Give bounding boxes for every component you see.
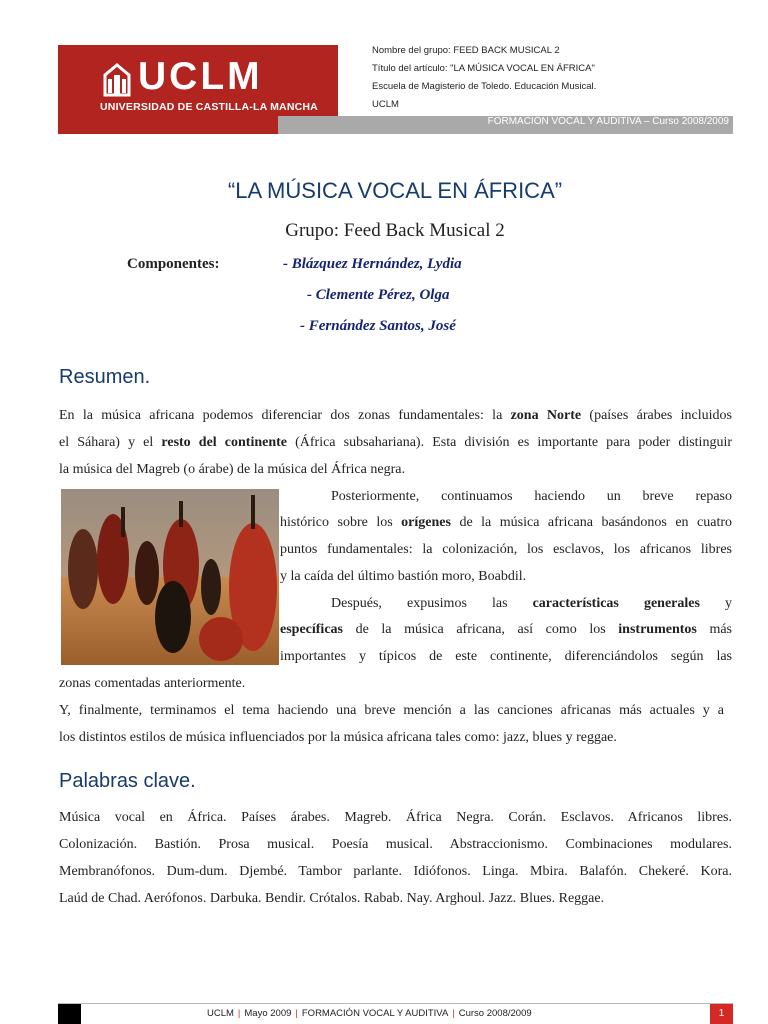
- resumen-line-7: y la caída del último bastión moro, Boabdil.: [280, 569, 527, 584]
- resumen-line-3: la música del Magreb (o árabe) de la música del África negra.: [59, 462, 405, 477]
- footer-black-block: [58, 1004, 81, 1024]
- group-subtitle: Grupo: Feed Back Musical 2: [285, 220, 505, 241]
- resumen-line-11: zonas comentadas anteriormente.: [59, 676, 246, 691]
- keywords-line-2: Colonización. Bastión. Prosa musical. Poesía musical. Abstraccionismo. Combinaciones modulares.: [59, 837, 732, 852]
- meta-article-title: Título del artículo: "LA MÚSICA VOCAL EN ÁFRICA": [372, 63, 595, 74]
- resumen-line-13: los distintos estilos de música influenciados por la música africana tales como: jazz, blues y reggae.: [59, 730, 617, 745]
- member-2: - Clemente Pérez, Olga: [307, 287, 450, 303]
- resumen-line-2: el Sáhara) y el resto del continente (África subsahariana). Esta división es importante para poder distinguir: [59, 435, 733, 450]
- meta-group-name: Nombre del grupo: FEED BACK MUSICAL 2: [372, 45, 560, 56]
- logo-text: UCLM: [138, 55, 263, 98]
- african-dancers-photo: [61, 489, 279, 665]
- keywords-line-3: Membranófonos. Dum-dum. Djembé. Tambor parlante. Idiófonos. Linga. Mbira. Balafón. Chekeré. Kora.: [59, 864, 732, 879]
- footer-university: UCLM: [207, 1008, 234, 1019]
- keywords-line-1: Música vocal en África. Países árabes. Magreb. África Negra. Corán. Esclavos. Africanos libres.: [59, 810, 732, 825]
- resumen-heading: Resumen.: [59, 366, 151, 388]
- resumen-line-1: En la música africana podemos diferenciar dos zonas fundamentales: la zona Norte (países árabes incluidos: [59, 408, 732, 423]
- palabras-clave-heading: Palabras clave.: [59, 770, 196, 792]
- keywords-line-4: Laúd de Chad. Aerófonos. Darbuka. Bendir. Crótalos. Rabab. Nay. Arghoul. Jazz. Blues. Reggae.: [59, 891, 605, 906]
- components-label: Componentes:: [127, 256, 220, 272]
- resumen-line-9: específicas de la música africana, así como los instrumentos más: [280, 622, 732, 637]
- university-crest-icon: [102, 63, 132, 97]
- course-band: FORMACIÓN VOCAL Y AUDITIVA – Curso 2008/2009: [278, 116, 733, 134]
- resumen-line-5: histórico sobre los orígenes de la música africana basándonos en cuatro: [280, 515, 733, 530]
- resumen-line-10: importantes y típicos de este continente, diferenciándolos según las: [280, 649, 732, 664]
- resumen-line-12: Y, finalmente, terminamos el tema haciendo una breve mención a las canciones africanas más actuales y a: [59, 703, 724, 718]
- logo-subtitle: UNIVERSIDAD DE CASTILLA-LA MANCHA: [100, 101, 318, 113]
- member-3: - Fernández Santos, José: [300, 318, 456, 334]
- footer-course-year: Curso 2008/2009: [458, 1008, 532, 1019]
- page-footer: UCLM | Mayo 2009 | FORMACIÓN VOCAL Y AUDITIVA | Curso 2008/2009: [207, 1008, 532, 1019]
- resumen-line-8: Después, expusimos las características generales y: [331, 596, 733, 611]
- footer-date: Mayo 2009: [244, 1008, 292, 1019]
- resumen-line-6: puntos fundamentales: la colonización, los esclavos, los africanos libres: [280, 542, 732, 557]
- footer-course-name: FORMACIÓN VOCAL Y AUDITIVA: [301, 1008, 449, 1019]
- document-title: “LA MÚSICA VOCAL EN ÁFRICA”: [227, 178, 563, 203]
- page-number: 1: [710, 1004, 733, 1024]
- footer-divider: [58, 1003, 733, 1004]
- meta-university: UCLM: [372, 99, 399, 110]
- document-meta: [372, 44, 596, 116]
- meta-school: Escuela de Magisterio de Toledo. Educación Musical.: [372, 81, 597, 92]
- resumen-line-4: Posteriormente, continuamos haciendo un breve repaso: [331, 489, 732, 504]
- member-1: - Blázquez Hernández, Lydia: [283, 256, 462, 272]
